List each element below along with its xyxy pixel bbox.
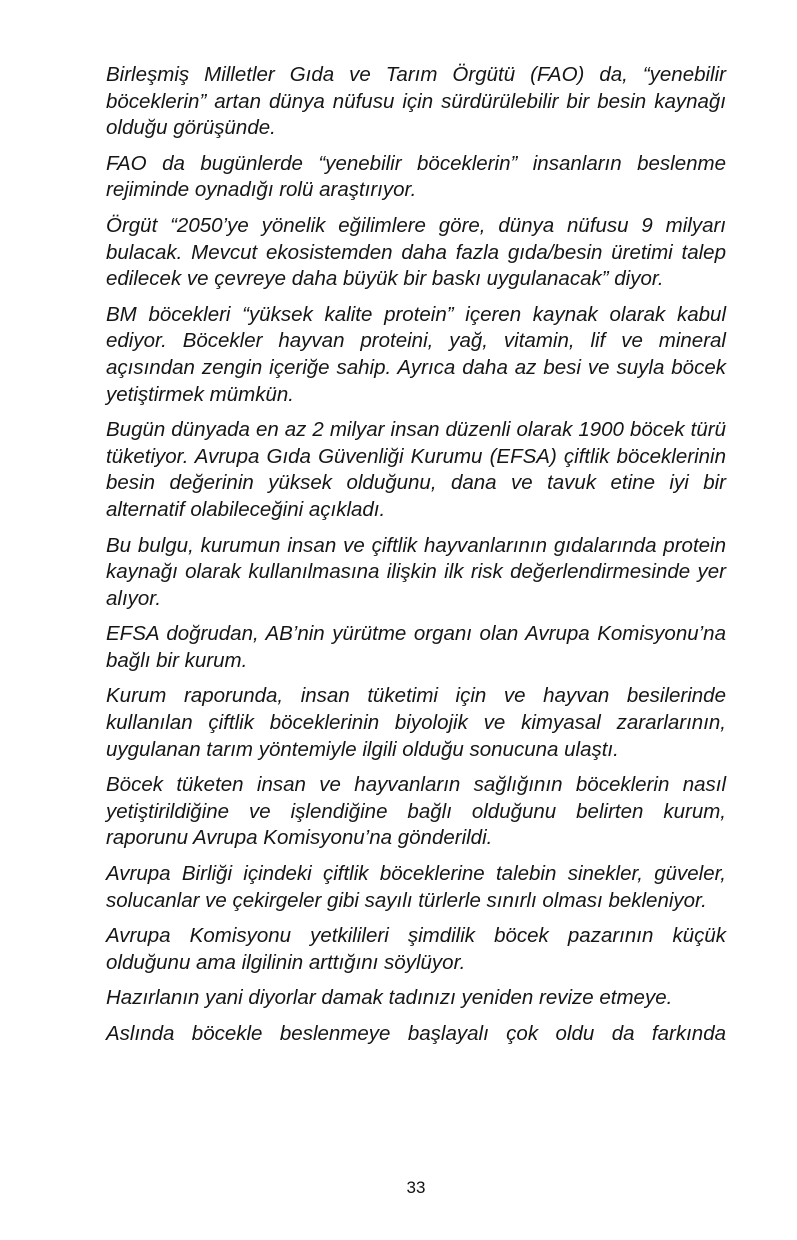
paragraph: EFSA doğrudan, AB’nin yürütme organı olan Avrupa Komisyonu’na bağlı bir kurum. bbox=[106, 622, 726, 672]
paragraph: Böcek tüketen insan ve hayvanların sağlığının böceklerin nasıl yetiştirildiğine ve işlendiğine bağlı olduğunu belirten kurum, raporunu Avrupa Komisyonu’na gönderildi. bbox=[106, 773, 726, 850]
body-text bbox=[106, 62, 726, 1057]
paragraph: Örgüt “2050’ye yönelik eğilimlere göre, dünya nüfusu 9 milyarı bulacak. Mevcut ekosistemden daha fazla gıda/besin üretimi talep edilecek ve çevreye daha büyük bir baskı uygulanacak” diyor. bbox=[106, 213, 726, 291]
paragraph: Kurum raporunda, insan tüketimi için ve hayvan besilerinde kullanılan çiftlik böceklerinin biyolojik ve kimyasal zararlarının, uygulanan tarım yöntemiyle ilgili olduğu sonucuna ulaştı. bbox=[106, 684, 726, 761]
paragraph: Avrupa Komisyonu yetkilileri şimdilik böcek pazarının küçük olduğunu ama ilgilinin arttığını söylüyor. bbox=[106, 924, 726, 974]
paragraph: FAO da bugünlerde “yenebilir böceklerin” insanların beslenme rejiminde oynadığı rolü araştırıyor. bbox=[106, 151, 726, 202]
paragraph: Avrupa Birliği içindeki çiftlik böceklerine talebin sinekler, güveler, solucanlar ve çekirgeler gibi sayılı türlerle sınırlı olması bekleniyor. bbox=[106, 862, 726, 912]
page-number: 33 bbox=[406, 1178, 426, 1197]
paragraph: Aslında böcekle beslenmeye başlayalı çok oldu da farkında bbox=[106, 1022, 726, 1045]
paragraph: Hazırlanın yani diyorlar damak tadınızı yeniden revize etmeye. bbox=[106, 986, 673, 1010]
paragraph: Bugün dünyada en az 2 milyar insan düzenli olarak 1900 böcek türü tüketiyor. Avrupa Gıda Güvenliği Kurumu (EFSA) çiftlik böceklerinin besin değerinin yüksek olduğunu, dana ve tavuk etine iyi bir alternatif olabileceğini açıkladı. bbox=[106, 418, 726, 521]
paragraph: Birleşmiş Milletler Gıda ve Tarım Örgütü (FAO) da, “yenebilir böceklerin” artan dünya nüfusu için sürdürülebilir bir besin kaynağı olduğu görüşünde. bbox=[106, 63, 726, 140]
paragraph: Bu bulgu, kurumun insan ve çiftlik hayvanlarının gıdalarında protein kaynağı olarak kullanılmasına ilişkin ilk risk değerlendirmesinde yer alıyor. bbox=[106, 533, 726, 610]
paragraph: BM böcekleri “yüksek kalite protein” içeren kaynak olarak kabul ediyor. Böcekler hayvan proteini, yağ, vitamin, lif ve mineral açısından zengin içeriğe sahip. Ayrıca daha az besi ve suyla böcek yetiştirmek mümkün. bbox=[106, 302, 726, 406]
